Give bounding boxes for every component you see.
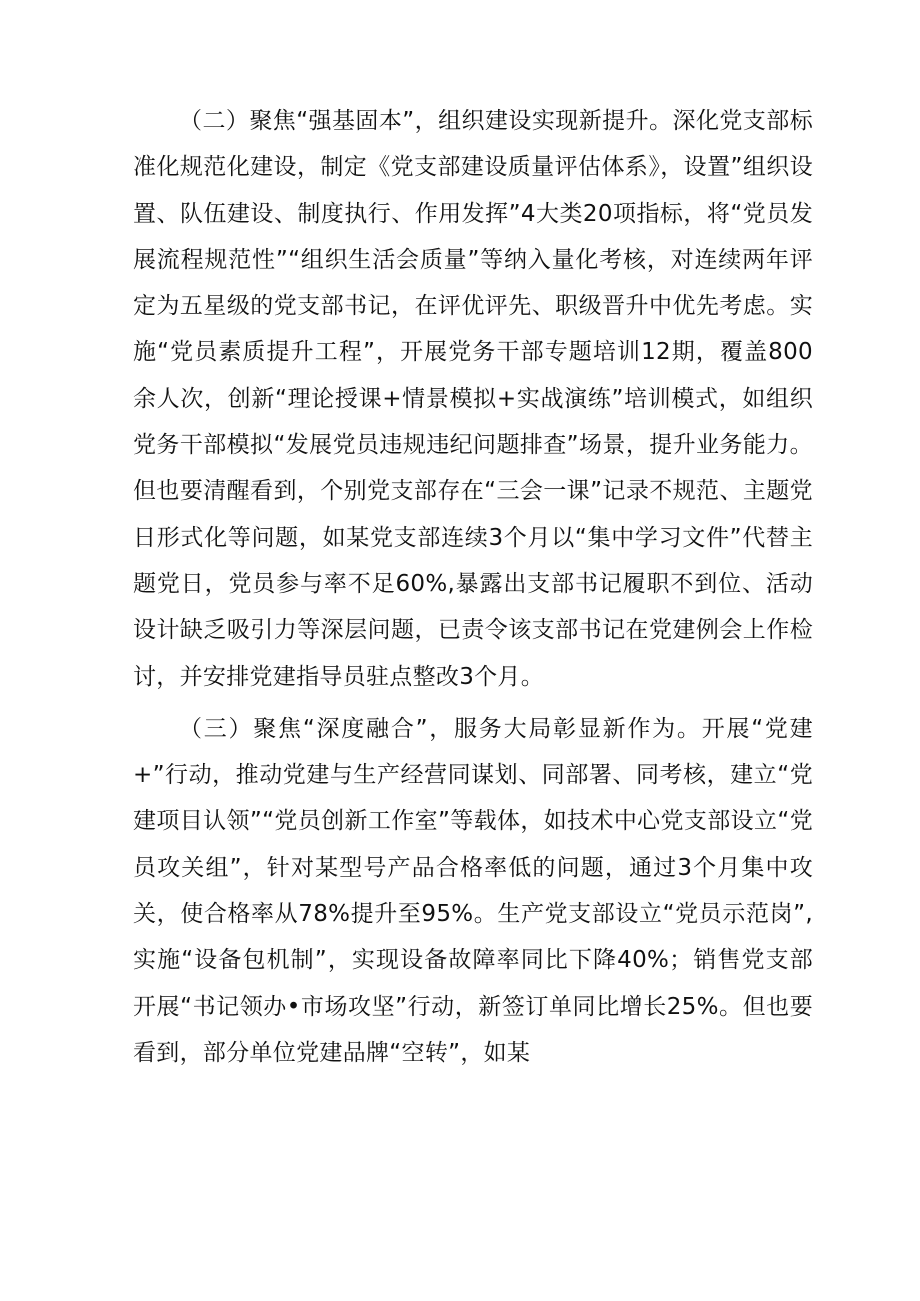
document-body bbox=[133, 98, 813, 1076]
paragraph-deep-integration: （三）聚焦“深度融合”，服务大局彰显新作为。开展“党建+”行动，推动党建与生产经营同谋划、同部署、同考核，建立“党建项目认领”“党员创新工作室”等载体，如技术中心党支部设立“党员攻关组”，针对某型号产品合格率低的问题，通过3个月集中攻关，使合格率从78%提升至95%。生产党支部设立“党员示范岗”,实施“设备包机制”，实现设备故障率同比下降40%；销售党支部开展“书记领办•市场攻坚”行动，新签订单同比增长25%。但也要看到，部分单位党建品牌“空转”，如某 bbox=[133, 715, 813, 1066]
paragraph-organization-building: （二）聚焦“强基固本”，组织建设实现新提升。深化党支部标准化规范化建设，制定《党支部建设质量评估体系》，设置”组织设置、队伍建设、制度执行、作用发挥”4大类20项指标，将“党员发展流程规范性”“组织生活会质量”等纳入量化考核，对连续两年评定为五星级的党支部书记，在评优评先、职级晋升中优先考虑。实施“党员素质提升工程”，开展党务干部专题培训12期，覆盖800余人次，创新“理论授课+情景模拟+实战演练”培训模式，如组织党务干部模拟“发展党员违规违纪问题排查”场景，提升业务能力。但也要清醒看到，个别党支部存在“三会一课”记录不规范、主题党日形式化等问题，如某党支部连续3个月以“集中学习文件”代替主题党日，党员参与率不足60%,暴露出支部书记履职不到位、活动设计缺乏吸引力等深层问题，已责令该支部书记在党建例会上作检讨，并安排党建指导员驻点整改3个月。 bbox=[133, 108, 813, 690]
